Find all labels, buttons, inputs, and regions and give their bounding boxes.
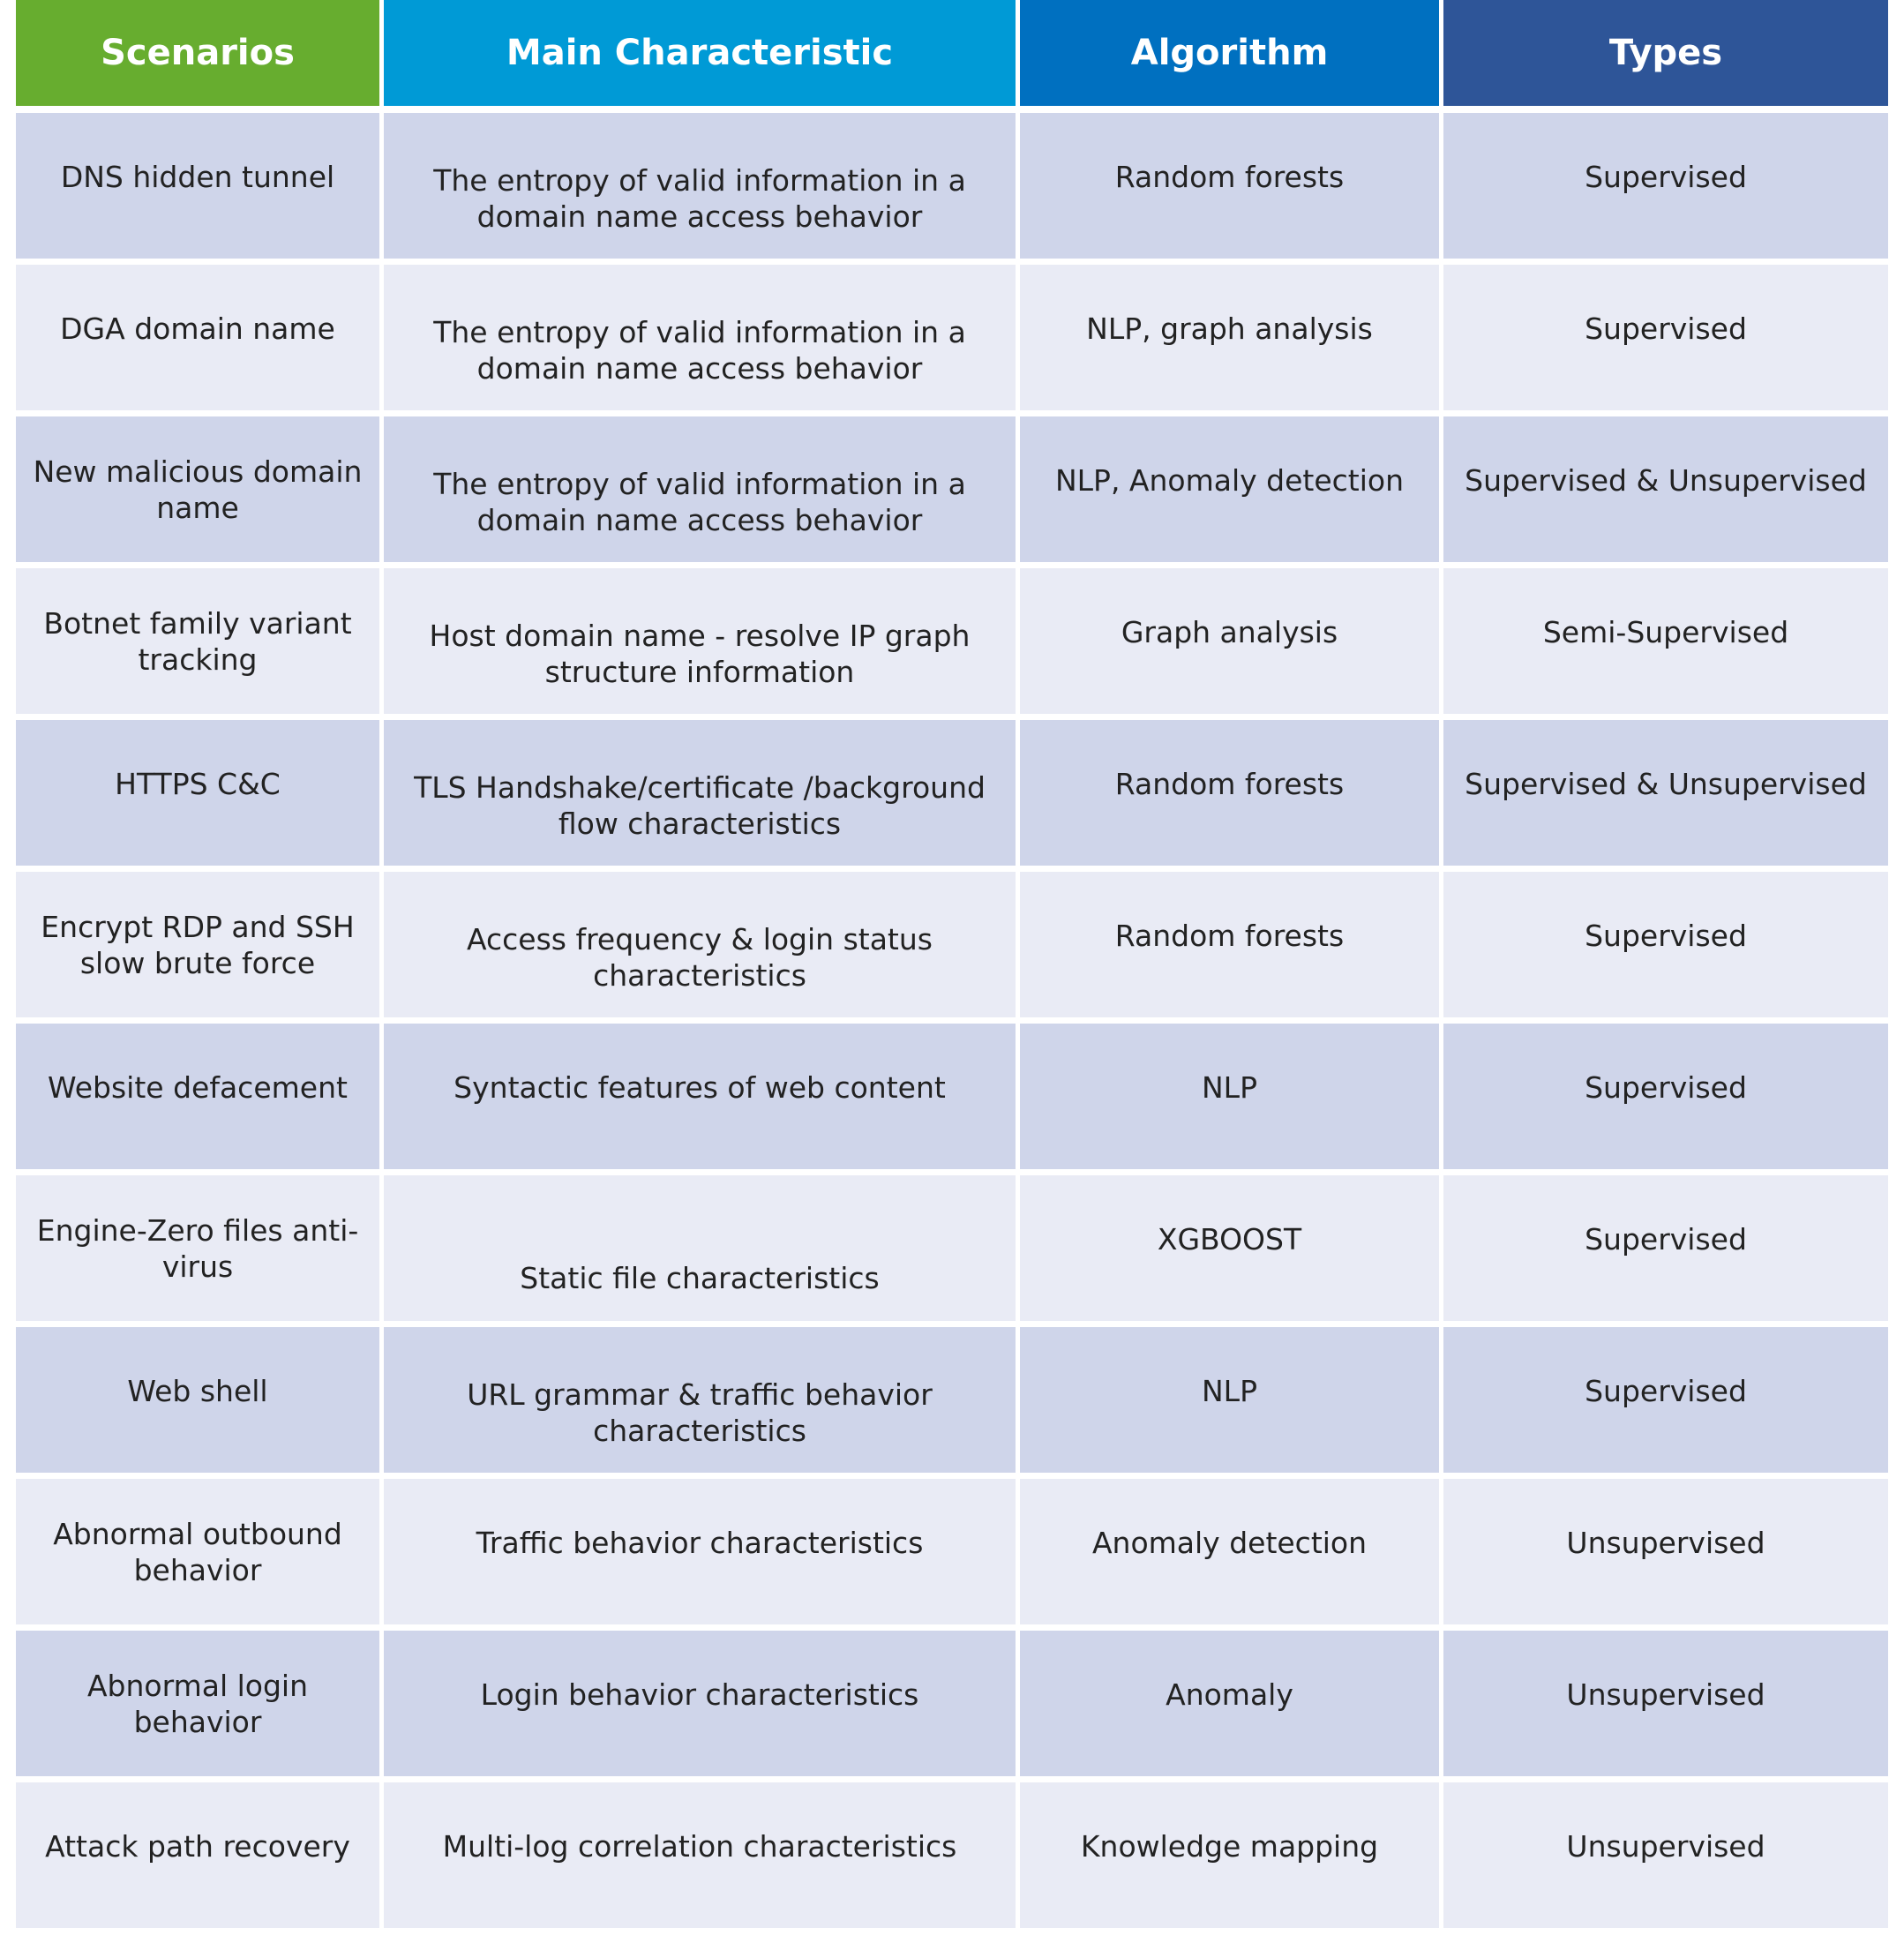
type-cell: Supervised & Unsupervised [1443, 720, 1888, 872]
algorithm-cell: Random forests [1020, 872, 1443, 1024]
type-cell: Unsupervised [1443, 1782, 1888, 1934]
algorithm-cell: Knowledge mapping [1020, 1782, 1443, 1934]
table-row [16, 1631, 1888, 1782]
scenario-cell: DGA domain name [16, 265, 384, 416]
type-cell: Supervised [1443, 1327, 1888, 1479]
header-scenarios: Scenarios [16, 0, 384, 113]
scenario-cell: Abnormal login behavior [16, 1631, 384, 1782]
algorithm-cell: Anomaly detection [1020, 1479, 1443, 1631]
characteristic-cell: The entropy of valid information in a domain name access behavior [384, 416, 1020, 568]
table-row [16, 720, 1888, 872]
characteristic-cell: Login behavior characteristics [384, 1631, 1020, 1782]
header-row [16, 0, 1888, 113]
scenario-algorithm-table [16, 0, 1888, 1934]
table-row [16, 1327, 1888, 1479]
type-cell: Semi-Supervised [1443, 568, 1888, 720]
type-cell: Supervised [1443, 872, 1888, 1024]
algorithm-cell: Random forests [1020, 113, 1443, 265]
characteristic-cell: The entropy of valid information in a domain name access behavior [384, 113, 1020, 265]
characteristic-cell: Static file characteristics [384, 1175, 1020, 1327]
scenario-cell: Abnormal outbound behavior [16, 1479, 384, 1631]
table-row [16, 1479, 1888, 1631]
header-algorithm: Algorithm [1020, 0, 1443, 113]
type-cell: Supervised [1443, 113, 1888, 265]
header-types: Types [1443, 0, 1888, 113]
table-row [16, 265, 1888, 416]
scenario-cell: Encrypt RDP and SSH slow brute force [16, 872, 384, 1024]
characteristic-cell: TLS Handshake/certificate /background flow characteristics [384, 720, 1020, 872]
characteristic-cell: Access frequency & login status characteristics [384, 872, 1020, 1024]
type-cell: Supervised & Unsupervised [1443, 416, 1888, 568]
table-row [16, 872, 1888, 1024]
table-row [16, 568, 1888, 720]
characteristic-cell: The entropy of valid information in a domain name access behavior [384, 265, 1020, 416]
scenario-cell: HTTPS C&C [16, 720, 384, 872]
algorithm-cell: NLP [1020, 1327, 1443, 1479]
type-cell: Supervised [1443, 1024, 1888, 1175]
characteristic-cell: URL grammar & traffic behavior characteristics [384, 1327, 1020, 1479]
scenario-cell: DNS hidden tunnel [16, 113, 384, 265]
scenario-cell: Botnet family variant tracking [16, 568, 384, 720]
table-row [16, 1782, 1888, 1934]
algorithm-cell: NLP, Anomaly detection [1020, 416, 1443, 568]
algorithm-cell: NLP, graph analysis [1020, 265, 1443, 416]
characteristic-cell: Traffic behavior characteristics [384, 1479, 1020, 1631]
header-main-characteristic: Main Characteristic [384, 0, 1020, 113]
type-cell: Supervised [1443, 265, 1888, 416]
scenario-cell: Web shell [16, 1327, 384, 1479]
characteristic-cell: Multi-log correlation characteristics [384, 1782, 1020, 1934]
table-row [16, 1024, 1888, 1175]
scenario-cell: Website defacement [16, 1024, 384, 1175]
scenario-cell: New malicious domain name [16, 416, 384, 568]
table-row [16, 416, 1888, 568]
algorithm-cell: Graph analysis [1020, 568, 1443, 720]
scenario-cell: Attack path recovery [16, 1782, 384, 1934]
algorithm-cell: Random forests [1020, 720, 1443, 872]
characteristic-cell: Host domain name - resolve IP graph structure information [384, 568, 1020, 720]
table-row [16, 113, 1888, 265]
characteristic-cell: Syntactic features of web content [384, 1024, 1020, 1175]
algorithm-cell: XGBOOST [1020, 1175, 1443, 1327]
scenario-cell: Engine-Zero files anti-virus [16, 1175, 384, 1327]
type-cell: Unsupervised [1443, 1479, 1888, 1631]
table-row [16, 1175, 1888, 1327]
type-cell: Supervised [1443, 1175, 1888, 1327]
algorithm-cell: NLP [1020, 1024, 1443, 1175]
type-cell: Unsupervised [1443, 1631, 1888, 1782]
algorithm-cell: Anomaly [1020, 1631, 1443, 1782]
